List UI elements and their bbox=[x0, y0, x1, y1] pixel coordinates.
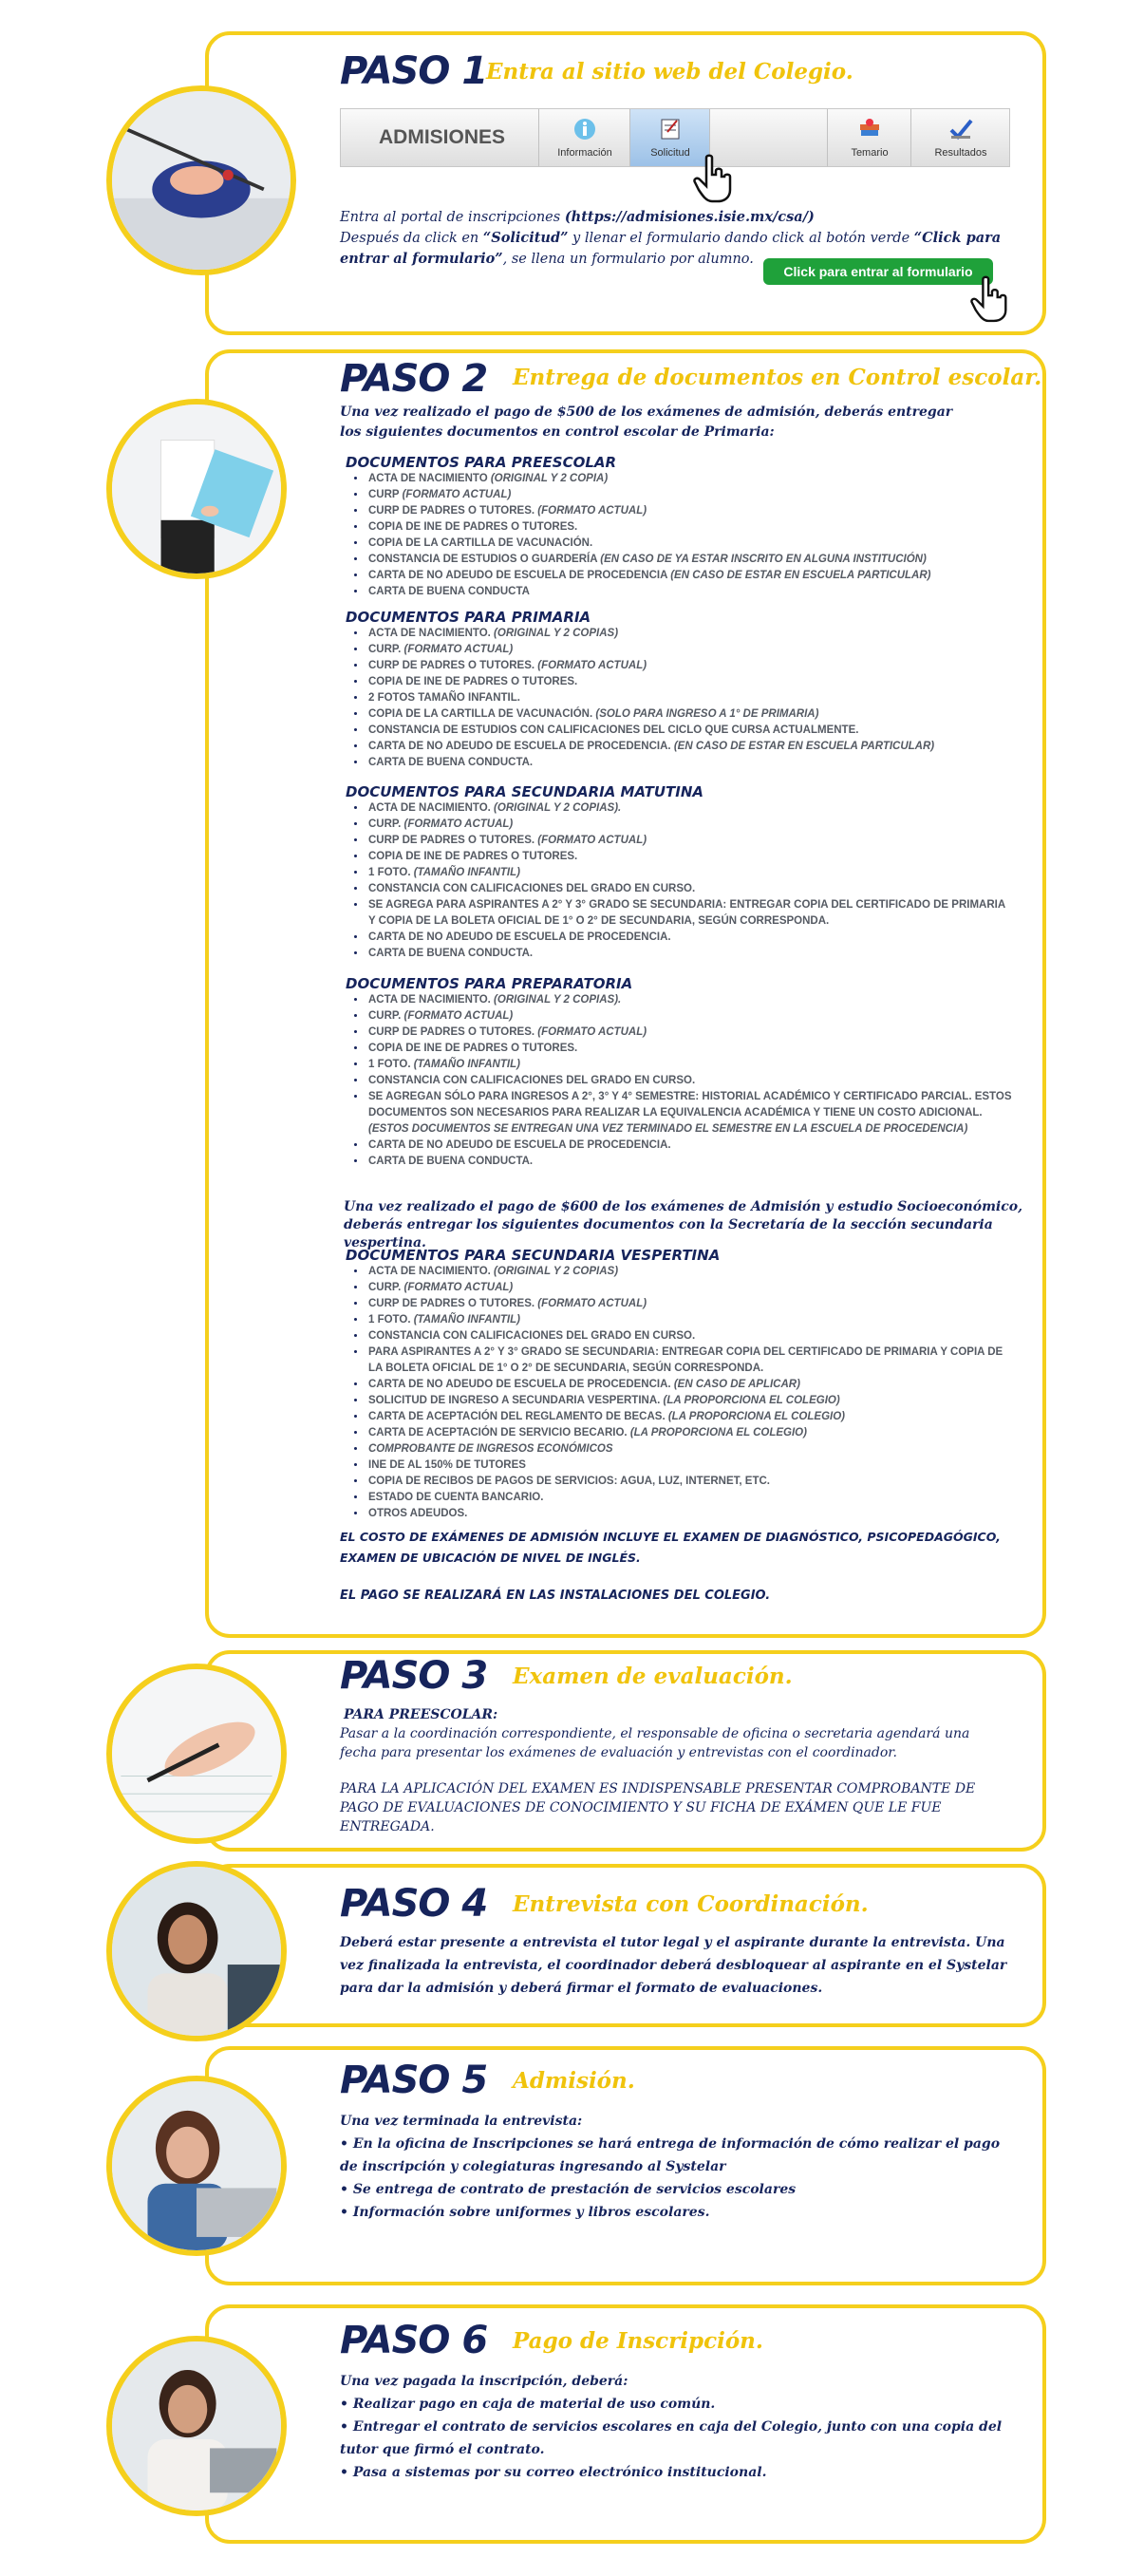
document-note: (ESTOS DOCUMENTOS SE ENTREGAN UNA VEZ TERMINADO EL SEMESTRE EN LA ESCUELA DE PROCEDENCIA) bbox=[368, 1123, 968, 1135]
document-name: CURP DE PADRES O TUTORES. bbox=[368, 835, 538, 846]
document-name: CURP. bbox=[368, 1010, 404, 1022]
document-item bbox=[366, 817, 1012, 833]
document-note: (FORMATO ACTUAL) bbox=[403, 818, 514, 830]
step3-subtitle: Examen de evaluación. bbox=[513, 1664, 793, 1689]
document-name: SE AGREGAN SÓLO PARA INGRESOS A 2°, 3° Y 4° SEMESTRE: HISTORIAL ACADÉMICO Y CERTIFICADO PARCIAL. ESTOS DOCUMENTOS SON NECESARIOS PARA REALIZAR LA EQUIVALENCIA ACADÉMICA Y TIENE UN COSTO ADICIONAL. bbox=[368, 1091, 1012, 1119]
document-name: CURP DE PADRES O TUTORES. bbox=[368, 1298, 538, 1309]
document-item bbox=[366, 1328, 1012, 1344]
admissions-nav-bar bbox=[340, 108, 1010, 167]
step3-text bbox=[340, 1705, 1023, 1836]
document-name: 1 FOTO. bbox=[368, 1059, 414, 1070]
document-item bbox=[366, 1296, 1012, 1312]
document-note: (TAMAÑO INFANTIL) bbox=[413, 1314, 520, 1326]
step3-line5: ENTREGADA. bbox=[340, 1819, 435, 1834]
document-item bbox=[366, 503, 1012, 519]
document-name: SE AGREGA PARA ASPIRANTES A 2° Y 3° GRADO SE SECUNDARIA: ENTREGAR COPIA DEL CERTIFICADO DE PRIMARIA Y COPIA DE LA BOLETA OFICIAL DE 1° O 2° DE SECUNDARIA, SEGÚN CORRESPONDA. bbox=[368, 899, 1005, 927]
document-name: CURP bbox=[368, 489, 403, 500]
step2-photo bbox=[106, 399, 287, 579]
step5-line3: de inscripción y colegiaturas ingresando al Systelar bbox=[340, 2159, 726, 2174]
document-name: 2 FOTOS TAMAÑO INFANTIL. bbox=[368, 692, 520, 704]
document-name: COPIA DE INE DE PADRES O TUTORES. bbox=[368, 676, 578, 687]
document-note: (TAMAÑO INFANTIL) bbox=[413, 867, 520, 878]
step3-line2: fecha para presentar los exámenes de evaluación y entrevistas con el coordinador. bbox=[340, 1745, 897, 1760]
preparatoria-title: DOCUMENTOS PARA PREPARATORIA bbox=[346, 975, 633, 992]
step5-line4: • Se entrega de contrato de prestación de servicios escolares bbox=[340, 2182, 797, 2197]
step5-line1: Una vez terminada la entrevista: bbox=[340, 2114, 583, 2129]
document-note: (FORMATO ACTUAL) bbox=[403, 1282, 514, 1293]
document-name: CONSTANCIA DE ESTUDIOS O GUARDERÍA bbox=[368, 554, 601, 565]
step6-line2: • Realizar pago en caja de material de uso común. bbox=[340, 2397, 716, 2412]
document-item bbox=[366, 487, 1012, 503]
step4-line1: Deberá estar presente a entrevista el tutor legal y el aspirante durante la entrevista. Una bbox=[340, 1935, 1005, 1950]
document-name: CARTA DE ACEPTACIÓN DE SERVICIO BECARIO. bbox=[368, 1427, 630, 1438]
document-item bbox=[366, 642, 1012, 658]
document-name: CARTA DE BUENA CONDUCTA. bbox=[368, 757, 534, 768]
document-name: ACTA DE NACIMIENTO bbox=[368, 473, 491, 484]
step4-line3: para dar la admisión y deberá firmar el formato de evaluaciones. bbox=[340, 1981, 823, 1996]
document-item bbox=[366, 584, 1012, 600]
payment-note: EL PAGO SE REALIZARÁ EN LAS INSTALACIONES DEL COLEGIO. bbox=[340, 1589, 771, 1603]
document-item bbox=[366, 1041, 1012, 1057]
document-item bbox=[366, 1025, 1012, 1041]
books-icon bbox=[855, 117, 884, 141]
step2-intro bbox=[340, 403, 1023, 442]
document-name: COPIA DE INE DE PADRES O TUTORES. bbox=[368, 1043, 578, 1054]
step2-subtitle: Entrega de documentos en Control escolar. bbox=[513, 365, 1042, 390]
document-item bbox=[366, 723, 1012, 739]
document-item bbox=[366, 833, 1012, 849]
document-note: (TAMAÑO INFANTIL) bbox=[413, 1059, 520, 1070]
document-item bbox=[366, 1154, 1012, 1170]
document-name: COPIA DE INE DE PADRES O TUTORES. bbox=[368, 851, 578, 862]
document-note: COMPROBANTE DE INGRESOS ECONÓMICOS bbox=[368, 1443, 613, 1455]
document-item bbox=[366, 1490, 1012, 1506]
step1-subtitle: Entra al sitio web del Colegio. bbox=[486, 59, 853, 85]
document-name: CARTA DE ACEPTACIÓN DEL REGLAMENTO DE BECAS. bbox=[368, 1411, 668, 1422]
document-item bbox=[366, 1089, 1012, 1138]
form-icon bbox=[656, 117, 685, 141]
document-item bbox=[366, 1057, 1012, 1073]
document-note: (ORIGINAL Y 2 COPIA) bbox=[490, 473, 609, 484]
document-item bbox=[366, 626, 1012, 642]
step4-subtitle: Entrevista con Coordinación. bbox=[513, 1891, 869, 1917]
enter-form-button[interactable]: Click para entrar al formulario bbox=[763, 258, 993, 285]
preparatoria-list bbox=[344, 992, 1012, 1170]
document-item bbox=[366, 1377, 1012, 1393]
document-note: (FORMATO ACTUAL) bbox=[537, 1298, 647, 1309]
document-item bbox=[366, 706, 1012, 723]
document-item bbox=[366, 865, 1012, 881]
step3-line1: Pasar a la coordinación correspondiente, el responsable de oficina o secretaria agendará una bbox=[340, 1726, 970, 1741]
document-name: CONSTANCIA DE ESTUDIOS CON CALIFICACIONES DEL CICLO QUE CURSA ACTUALMENTE. bbox=[368, 724, 859, 736]
document-item bbox=[366, 1409, 1012, 1425]
step5-line5: • Información sobre uniformes y libros escolares. bbox=[340, 2205, 710, 2220]
document-note: (ORIGINAL Y 2 COPIAS). bbox=[494, 994, 622, 1006]
step6-line5: • Pasa a sistemas por su correo electrónico institucional. bbox=[340, 2465, 767, 2480]
document-name: CONSTANCIA CON CALIFICACIONES DEL GRADO EN CURSO. bbox=[368, 1330, 696, 1342]
document-item bbox=[366, 1506, 1012, 1522]
document-note: (EN CASO DE ESTAR EN ESCUELA PARTICULAR) bbox=[673, 741, 935, 752]
tab-informacion[interactable] bbox=[538, 109, 630, 166]
vespertina-intro-line2: deberás entregar los siguientes documentos con la Secretaría de la sección secundaria vespertina. bbox=[344, 1217, 993, 1250]
document-note: (FORMATO ACTUAL) bbox=[537, 1026, 647, 1038]
document-note: (EN CASO DE APLICAR) bbox=[673, 1379, 800, 1390]
step5-subtitle: Admisión. bbox=[513, 2068, 635, 2094]
step6-subtitle: Pago de Inscripción. bbox=[513, 2328, 763, 2354]
document-name: ESTADO DE CUENTA BANCARIO. bbox=[368, 1492, 544, 1503]
document-name: PARA ASPIRANTES A 2° Y 3° GRADO SE SECUNDARIA: ENTREGAR COPIA DEL CERTIFICADO DE PRIMARIA Y COPIA DE LA BOLETA OFICIAL DE 1° O 2° DE SECUNDARIA, SEGÚN CORRESPONDA. bbox=[368, 1346, 1003, 1374]
document-name: CARTA DE BUENA CONDUCTA. bbox=[368, 948, 534, 959]
tab-temario-label: Temario bbox=[851, 147, 889, 159]
document-item bbox=[366, 1312, 1012, 1328]
document-item bbox=[366, 1073, 1012, 1089]
step1-label: PASO 1 bbox=[340, 49, 488, 93]
document-name: COPIA DE LA CARTILLA DE VACUNACIÓN. bbox=[368, 708, 596, 720]
sec-vespertina-title: DOCUMENTOS PARA SECUNDARIA VESPERTINA bbox=[346, 1247, 721, 1264]
document-name: ACTA DE NACIMIENTO. bbox=[368, 802, 495, 814]
document-note: (SOLO PARA INGRESO A 1° DE PRIMARIA) bbox=[595, 708, 819, 720]
document-item bbox=[366, 881, 1012, 897]
document-item bbox=[366, 1264, 1012, 1280]
document-item bbox=[366, 674, 1012, 690]
admissions-label: ADMISIONES bbox=[379, 126, 506, 148]
step3-label: PASO 3 bbox=[340, 1654, 488, 1698]
step5-label: PASO 5 bbox=[340, 2059, 488, 2102]
step5-text bbox=[340, 2110, 1033, 2224]
sec-vespertina-list bbox=[344, 1264, 1012, 1522]
document-name: CURP. bbox=[368, 1282, 404, 1293]
step1-line3: entrar al formulario”, se llena un formulario por alumno. bbox=[340, 251, 754, 267]
tab-temario[interactable] bbox=[827, 109, 911, 166]
document-item bbox=[366, 992, 1012, 1008]
document-note: (EN CASO DE YA ESTAR INSCRITO EN ALGUNA INSTITUCIÓN) bbox=[600, 554, 927, 565]
preescolar-title: DOCUMENTOS PARA PREESCOLAR bbox=[346, 454, 617, 471]
document-item bbox=[366, 755, 1012, 771]
step2-intro-line2: los siguientes documentos en control escolar de Primaria: bbox=[340, 424, 775, 440]
document-item bbox=[366, 536, 1012, 552]
document-name: 1 FOTO. bbox=[368, 1314, 414, 1326]
step6-label: PASO 6 bbox=[340, 2319, 488, 2362]
document-item bbox=[366, 552, 1012, 568]
document-name: CARTA DE BUENA CONDUCTA. bbox=[368, 1156, 534, 1167]
document-note: (ORIGINAL Y 2 COPIAS). bbox=[494, 802, 622, 814]
document-item bbox=[366, 739, 1012, 755]
document-item bbox=[366, 1393, 1012, 1409]
step2-label: PASO 2 bbox=[340, 357, 488, 401]
document-name: COPIA DE LA CARTILLA DE VACUNACIÓN. bbox=[368, 537, 593, 549]
document-note: (FORMATO ACTUAL) bbox=[537, 660, 647, 671]
document-name: ACTA DE NACIMIENTO. bbox=[368, 1266, 495, 1277]
document-name: ACTA DE NACIMIENTO. bbox=[368, 994, 495, 1006]
document-name: CARTA DE NO ADEUDO DE ESCUELA DE PROCEDENCIA. bbox=[368, 1379, 674, 1390]
sec-matutina-list bbox=[344, 800, 1012, 962]
document-name: SOLICITUD DE INGRESO A SECUNDARIA VESPERTINA. bbox=[368, 1395, 664, 1406]
step4-line2: vez finalizada la entrevista, el coordinador deberá desbloquear al aspirante en el Systelar bbox=[340, 1958, 1007, 1973]
document-name: CURP. bbox=[368, 644, 404, 655]
document-item bbox=[366, 1441, 1012, 1457]
document-name: ACTA DE NACIMIENTO. bbox=[368, 628, 495, 639]
pointer-hand-icon bbox=[970, 275, 1012, 323]
pointer-hand-icon bbox=[693, 154, 737, 203]
document-item bbox=[366, 800, 1012, 817]
document-item bbox=[366, 849, 1012, 865]
document-item bbox=[366, 519, 1012, 536]
primaria-title: DOCUMENTOS PARA PRIMARIA bbox=[346, 609, 591, 626]
document-name: CURP. bbox=[368, 818, 404, 830]
document-name: CONSTANCIA CON CALIFICACIONES DEL GRADO EN CURSO. bbox=[368, 883, 696, 894]
step6-text bbox=[340, 2370, 1033, 2484]
step1-line2: Después da click en “Solicitud” y llenar el formulario dando click al botón verde “Click para bbox=[340, 230, 1002, 246]
document-item bbox=[366, 946, 1012, 962]
document-name: CURP DE PADRES O TUTORES. bbox=[368, 660, 538, 671]
document-name: CURP DE PADRES O TUTORES. bbox=[368, 1026, 538, 1038]
document-item bbox=[366, 897, 1012, 930]
step4-label: PASO 4 bbox=[340, 1882, 488, 1926]
document-item bbox=[366, 568, 1012, 584]
exam-cost-note-line2: EXAMEN DE UBICACIÓN DE NIVEL DE INGLÉS. bbox=[340, 1551, 641, 1565]
sec-matutina-title: DOCUMENTOS PARA SECUNDARIA MATUTINA bbox=[346, 783, 704, 800]
vespertina-intro-line1: Una vez realizado el pago de $600 de los exámenes de Admisión y estudio Socioeconómico, bbox=[344, 1199, 1022, 1214]
document-item bbox=[366, 471, 1012, 487]
step4-photo bbox=[106, 1861, 287, 2041]
exam-cost-note-line1: EL COSTO DE EXÁMENES DE ADMISIÓN INCLUYE EL EXAMEN DE DIAGNÓSTICO, PSICOPEDAGÓGICO, bbox=[340, 1530, 1001, 1544]
checkmark-icon bbox=[947, 117, 975, 141]
exam-cost-note bbox=[340, 1527, 1023, 1569]
step5-line2: • En la oficina de Inscripciones se hará entrega de información de cómo realizar el pago bbox=[340, 2136, 1001, 2152]
document-note: (LA PROPORCIONA EL COLEGIO) bbox=[663, 1395, 840, 1406]
tab-informacion-label: Información bbox=[557, 147, 612, 159]
portal-link[interactable]: (https://admisiones.isie.mx/csa/) bbox=[564, 209, 815, 225]
document-name: COPIA DE RECIBOS DE PAGOS DE SERVICIOS: AGUA, LUZ, INTERNET, ETC. bbox=[368, 1476, 770, 1487]
primaria-list bbox=[344, 626, 1012, 771]
info-icon bbox=[571, 117, 599, 141]
document-item bbox=[366, 1008, 1012, 1025]
step3-line4: PAGO DE EVALUACIONES DE CONOCIMIENTO Y SU FICHA DE EXÁMEN QUE LE FUE bbox=[340, 1800, 942, 1815]
document-note: (LA PROPORCIONA EL COLEGIO) bbox=[629, 1427, 807, 1438]
step3-photo bbox=[106, 1664, 287, 1844]
document-note: (ORIGINAL Y 2 COPIAS) bbox=[494, 628, 619, 639]
tab-resultados[interactable] bbox=[910, 109, 1010, 166]
step2-intro-line1: Una vez realizado el pago de $500 de los exámenes de admisión, deberás entregar bbox=[340, 404, 953, 420]
document-item bbox=[366, 1280, 1012, 1296]
step5-photo bbox=[106, 2076, 287, 2256]
document-name: CURP DE PADRES O TUTORES. bbox=[368, 505, 538, 517]
step3-line3: PARA LA APLICACIÓN DEL EXAMEN ES INDISPENSABLE PRESENTAR COMPROBANTE DE bbox=[340, 1781, 976, 1796]
document-note: (EN CASO DE ESTAR EN ESCUELA PARTICULAR) bbox=[670, 570, 931, 581]
document-note: (FORMATO ACTUAL) bbox=[403, 644, 514, 655]
document-item bbox=[366, 1138, 1012, 1154]
document-name: CARTA DE NO ADEUDO DE ESCUELA DE PROCEDENCIA. bbox=[368, 1139, 671, 1151]
step1-photo bbox=[106, 85, 296, 275]
vespertina-intro bbox=[344, 1198, 1065, 1252]
document-item bbox=[366, 1425, 1012, 1441]
document-note: (FORMATO ACTUAL) bbox=[537, 505, 647, 517]
step4-text bbox=[340, 1931, 1033, 2000]
document-note: (FORMATO ACTUAL) bbox=[537, 835, 647, 846]
document-name: CARTA DE NO ADEUDO DE ESCUELA DE PROCEDENCIA. bbox=[368, 931, 671, 943]
document-item bbox=[366, 1457, 1012, 1474]
preescolar-list bbox=[344, 471, 1012, 600]
document-name: INE DE AL 150% DE TUTORES bbox=[368, 1459, 526, 1471]
tab-resultados-label: Resultados bbox=[934, 147, 987, 159]
document-note: (ORIGINAL Y 2 COPIAS) bbox=[494, 1266, 619, 1277]
step6-line1: Una vez pagada la inscripción, deberá: bbox=[340, 2374, 628, 2389]
document-name: OTROS ADEUDOS. bbox=[368, 1508, 468, 1519]
step6-photo bbox=[106, 2336, 287, 2516]
document-item bbox=[366, 930, 1012, 946]
document-note: (LA PROPORCIONA EL COLEGIO) bbox=[667, 1411, 845, 1422]
step6-line4: tutor que firmó el contrato. bbox=[340, 2442, 545, 2457]
tab-solicitud-label: Solicitud bbox=[650, 147, 690, 159]
document-name: CARTA DE NO ADEUDO DE ESCUELA DE PROCEDENCIA bbox=[368, 570, 671, 581]
document-name: CONSTANCIA CON CALIFICACIONES DEL GRADO EN CURSO. bbox=[368, 1075, 696, 1086]
document-note: (FORMATO ACTUAL) bbox=[402, 489, 512, 500]
document-name: CARTA DE NO ADEUDO DE ESCUELA DE PROCEDENCIA. bbox=[368, 741, 674, 752]
step6-line3: • Entregar el contrato de servicios escolares en caja del Colegio, junto con una copia del bbox=[340, 2419, 1003, 2435]
document-item bbox=[366, 658, 1012, 674]
document-name: 1 FOTO. bbox=[368, 867, 414, 878]
step3-head: PARA PREESCOLAR: bbox=[344, 1707, 498, 1722]
step1-line1: Entra al portal de inscripciones (https://admisiones.isie.mx/csa/) bbox=[340, 209, 815, 225]
document-name: COPIA DE INE DE PADRES O TUTORES. bbox=[368, 521, 578, 533]
document-name: CARTA DE BUENA CONDUCTA bbox=[368, 586, 530, 597]
document-item bbox=[366, 1344, 1012, 1377]
document-note: (FORMATO ACTUAL) bbox=[403, 1010, 514, 1022]
document-item bbox=[366, 1474, 1012, 1490]
document-item bbox=[366, 690, 1012, 706]
